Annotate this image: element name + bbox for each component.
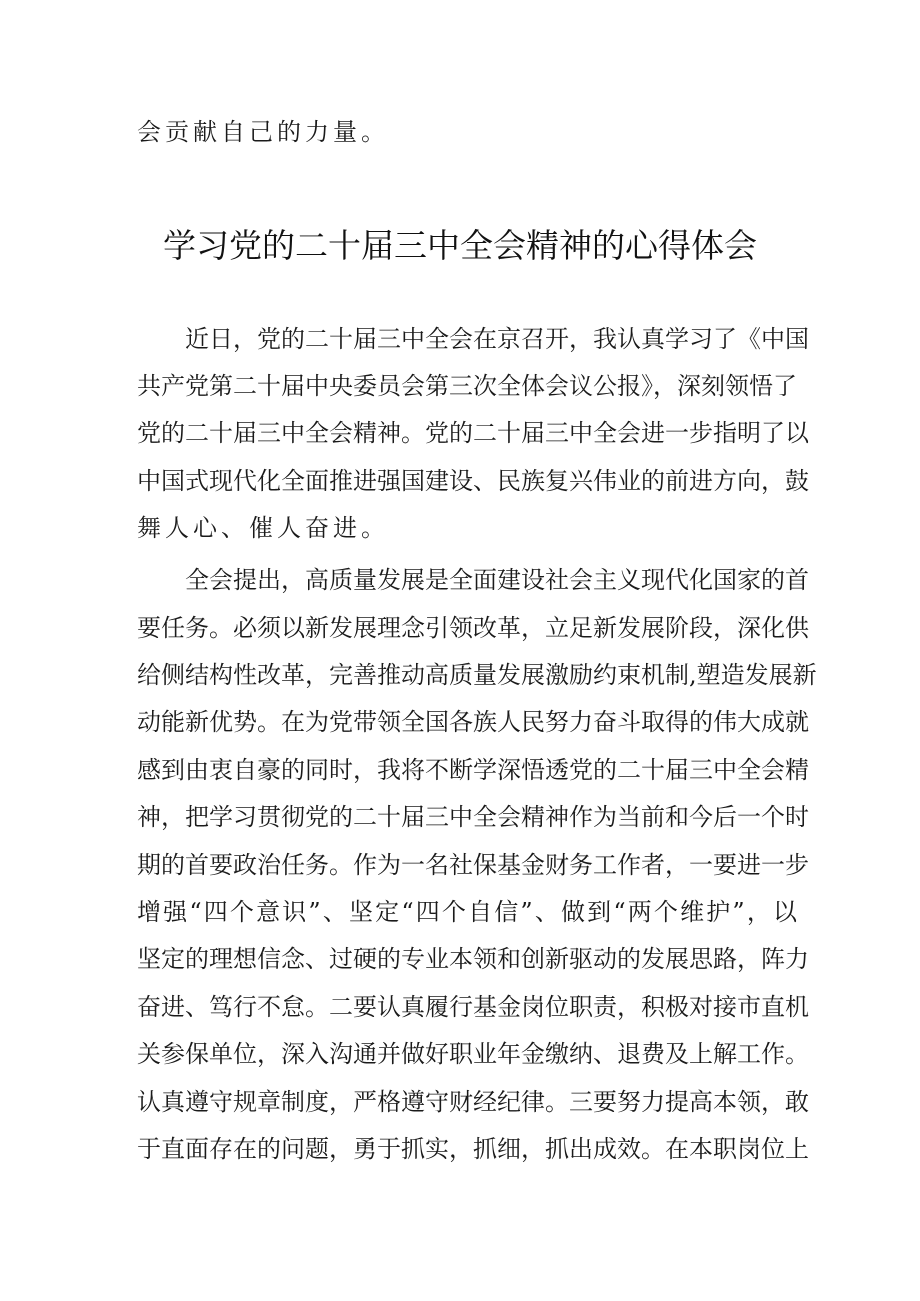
paragraph-line: 坚定的理想信念、过硬的专业本领和创新驱动的发展思路，阵力 <box>137 945 809 973</box>
paragraph-line: 感到由衷自豪的同时，我将不断学深悟透党的二十届三中全会精 <box>137 756 809 784</box>
paragraph-line: 关参保单位，深入沟通并做好职业年金缴纳、退费及上解工作。 <box>137 1040 809 1068</box>
paragraph-line: 中国式现代化全面推进强国建设、民族复兴伟业的前进方向，鼓 <box>137 467 809 495</box>
document-title: 学习党的二十届三中全会精神的心得体会 <box>163 226 757 265</box>
paragraph-line: 共产党第二十届中央委员会第三次全体会议公报》，深刻领悟了 <box>137 372 797 400</box>
carryover-text-line: 会贡献自己的力量。 <box>137 118 389 146</box>
paragraph-line: 期的首要政治任务。作为一名社保基金财务工作者，一要进一步 <box>137 851 809 879</box>
paragraph-line: 增强“四个意识”、坚定“四个自信”、做到“两个维护”，以 <box>137 898 797 926</box>
paragraph-line: 舞人心、催人奋进。 <box>137 514 389 542</box>
paragraph-line: 给侧结构性改革，完善推动高质量发展激励约束机制,塑造发展新 <box>137 661 817 689</box>
paragraph-line: 全会提出，高质量发展是全面建设社会主义现代化国家的首 <box>185 566 809 594</box>
paragraph-line: 近日，党的二十届三中全会在京召开，我认真学习了《中国 <box>185 325 809 353</box>
paragraph-line: 奋进、笃行不怠。二要认真履行基金岗位职责，积极对接市直机 <box>137 993 809 1021</box>
paragraph-line: 动能新优势。在为党带领全国各族人民努力奋斗取得的伟大成就 <box>137 708 809 736</box>
paragraph-line: 认真遵守规章制度，严格遵守财经纪律。三要努力提高本领，敢 <box>137 1088 809 1116</box>
paragraph-line: 要任务。必须以新发展理念引领改革，立足新发展阶段，深化供 <box>137 614 809 642</box>
paragraph-line: 神，把学习贯彻党的二十届三中全会精神作为当前和今后一个时 <box>137 803 809 831</box>
paragraph-line: 于直面存在的问题，勇于抓实，抓细，抓出成效。在本职岗位上 <box>137 1135 809 1163</box>
paragraph-line: 党的二十届三中全会精神。党的二十届三中全会进一步指明了以 <box>137 419 809 447</box>
